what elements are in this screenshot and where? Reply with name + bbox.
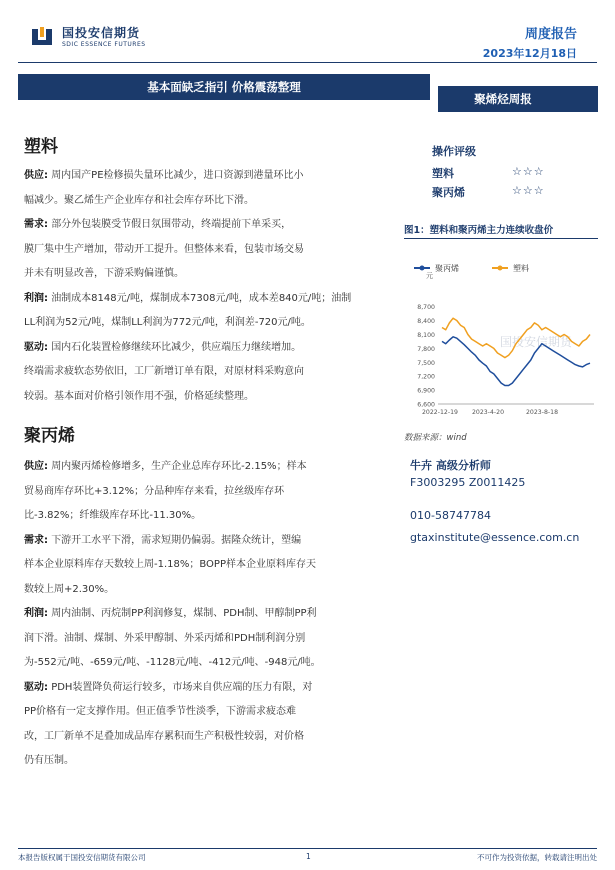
pp-profit-label: 利润:	[24, 608, 48, 619]
report-series-text: 聚烯烃周报	[474, 92, 532, 106]
plastic-demand-label: 需求:	[24, 219, 48, 230]
plastic-paragraphs	[24, 164, 369, 409]
y-tick-label: 7,800	[417, 345, 435, 353]
rating-heading: 操作评级	[432, 145, 476, 158]
plastic-supply-line-2: 幅减少。聚乙烯生产企业库存和社会库存环比下滑。	[24, 194, 254, 206]
x-tick-label: 2023-8-18	[526, 409, 559, 416]
pp-supply-line-2: 贸易商库存环比+3.12%；分品种库存来看，拉丝级库存环	[24, 485, 285, 497]
x-tick-label: 2023-4-20	[472, 409, 505, 416]
plastic-driver-line-1: 驱动: 国内石化装置检修继续环比减少，供应端压力继续增加。	[24, 341, 302, 353]
rating-name-pp: 聚丙烯	[432, 186, 465, 199]
y-tick-label: 6,900	[417, 387, 435, 395]
plastic-profit-label: 利润:	[24, 292, 48, 304]
y-tick-label: 8,400	[417, 318, 435, 326]
plastic-profit-line-1: 利润: 油制成本8148元/吨，煤制成本7308元/吨，成本差840元/吨；油制	[24, 292, 352, 304]
pp-driver-line-2: PP价格有一定支撑作用。但正值季节性淡季，下游需求疲态难	[24, 706, 297, 717]
footer-divider	[18, 848, 597, 849]
y-tick-label: 7,200	[417, 373, 435, 381]
pp-driver-line-1: 驱动: PDH装置降负荷运行较多，市场来自供应端的压力有限，对	[24, 681, 313, 693]
y-tick-label: 6,600	[417, 401, 435, 409]
section-title-plastic: 塑料	[24, 137, 58, 157]
plastic-demand-line-1: 需求: 部分外包装膜受节假日氛围带动，终端提前下单采买，	[24, 219, 292, 230]
pp-paragraphs	[24, 455, 369, 774]
pp-demand-line-1: 需求: 下游开工水平下滑，需求短期仍偏弱。据隆众统计，塑编	[24, 534, 302, 546]
y-tick-label: 8,100	[417, 331, 435, 339]
plastic-profit-line-2: LL利润为52元/吨，煤制LL利润为772元/吨，利润差-720元/吨。	[24, 317, 311, 328]
rating-stars-plastic: ☆☆☆	[512, 165, 545, 178]
y-tick-label: 7,500	[417, 359, 435, 367]
analyst-license: F3003295 Z0011425	[410, 476, 526, 489]
page-number: 1	[306, 852, 311, 861]
chart-title: 图1：塑料和聚丙烯主力连续收盘价	[404, 225, 554, 236]
y-axis-unit: 元	[426, 272, 433, 280]
footer-disclaimer: 不可作为投资依据，转载请注明出处	[477, 853, 597, 862]
legend-marker	[498, 266, 503, 271]
pp-supply-line-3: 比-3.82%；纤维级库存环比-11.30%。	[24, 510, 202, 521]
pp-profit-line-1: 利润: 周内油制、丙烷制PP利润修复，煤制、PDH制、甲醇制PP利	[24, 608, 317, 619]
pp-profit-line-2: 润下滑。油制、煤制、外采甲醇制、外采丙烯和PDH制利润分别	[24, 632, 306, 644]
logo-subtext: SDIC ESSENCE FUTURES	[62, 41, 146, 48]
legend-label: 聚丙烯	[435, 264, 459, 273]
analyst-email[interactable]: gtaxinstitute@essence.com.cn	[410, 531, 580, 544]
pp-demand-line-2: 样本企业原料库存天数较上周-1.18%；BOPP样本企业原料库存天	[24, 559, 316, 570]
report-type: 周度报告	[524, 27, 577, 42]
x-tick-label: 2022-12-19	[422, 409, 458, 416]
chart-watermark: 国投安信期货	[499, 335, 573, 349]
pp-driver-line-4: 仍有压制。	[24, 755, 74, 766]
headline-text: 基本面缺乏指引 价格震荡整理	[147, 80, 301, 94]
rating-name-plastic: 塑料	[432, 167, 454, 180]
analyst-phone: 010-58747784	[410, 509, 491, 522]
plastic-supply-line-1: 供应: 周内国产PE检修损失量环比减少，进口资源到港量环比小	[24, 170, 304, 181]
logo-text: 国投安信期货	[62, 26, 141, 40]
pp-driver-line-3: 改，工厂新单不足叠加成品库存累积而生产积极性较弱，对价格	[24, 730, 304, 742]
analyst-name: 牛卉 高级分析师	[410, 459, 491, 472]
plastic-driver-line-3: 较弱。基本面对价格引领作用不强，价格延续整理。	[24, 390, 254, 402]
pp-driver-label: 驱动:	[24, 681, 48, 693]
legend-label: 塑料	[513, 264, 529, 273]
y-tick-label: 8,700	[417, 304, 435, 312]
header-divider	[18, 62, 597, 63]
plastic-driver-line-2: 终端需求疲软态势依旧，工厂新增订单有限，对原材料采购意向	[24, 366, 304, 377]
section-title-pp: 聚丙烯	[24, 426, 75, 446]
plastic-supply-label: 供应:	[24, 170, 48, 181]
pp-profit-line-3: 为-552元/吨、-659元/吨、-1128元/吨、-412元/吨、-948元/吨。	[24, 657, 321, 668]
plastic-demand-line-2: 膜厂集中生产增加，带动开工提升。但整体来看，包装市场交易	[24, 243, 304, 255]
pp-demand-line-3: 数较上周+2.30%。	[24, 583, 115, 595]
data-source: 数据来源：wind	[404, 433, 467, 443]
footer-copyright: 本报告版权属于国投安信期货有限公司	[18, 853, 146, 862]
pp-supply-line-1: 供应: 周内聚丙烯检修增多，生产企业总库存环比-2.15%；样本	[24, 461, 307, 472]
report-date: 2023年12月18日	[482, 47, 577, 60]
rating-stars-pp: ☆☆☆	[512, 184, 545, 197]
pp-supply-label: 供应:	[24, 461, 48, 472]
chart-title-divider	[404, 238, 598, 239]
plastic-demand-line-3: 并未有明显改善，下游采购偏谨慎。	[24, 268, 184, 279]
company-logo-icon	[30, 25, 54, 47]
plastic-driver-label: 驱动:	[24, 341, 48, 353]
price-line-chart	[404, 256, 600, 424]
legend-marker	[420, 266, 425, 271]
pp-demand-label: 需求:	[24, 534, 48, 546]
